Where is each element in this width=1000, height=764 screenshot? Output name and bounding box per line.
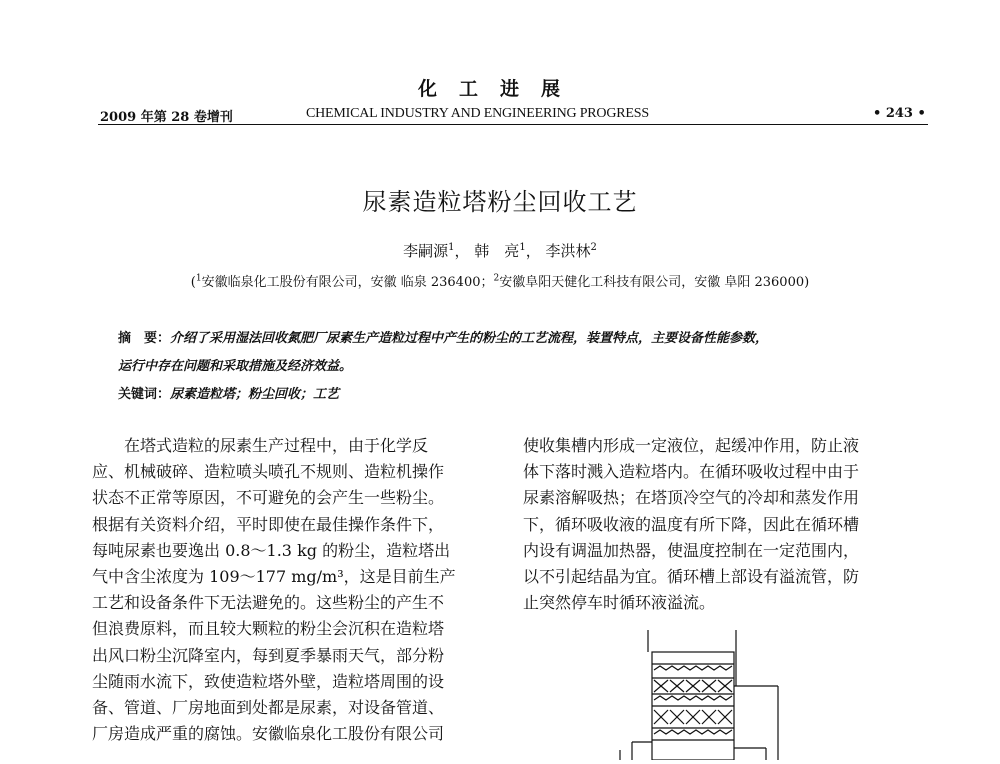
keywords-label: 关键词： (118, 387, 171, 402)
body-column-left (92, 433, 496, 747)
body-line: 每吨尿素也要逸出 0.8～1.3 kg 的粉尘，造粒塔出 (92, 540, 451, 560)
body-line: 出风口粉尘沉降室内，每到夏季暴雨天气，部分粉 (92, 645, 445, 665)
body-line: 使收集槽内形成一定液位，起缓冲作用，防止液 (523, 436, 860, 455)
body-line: 气中含尘浓度为 109～177 mg/m³，这是目前生产 (92, 567, 456, 587)
body-line: 厂房造成严重的腐蚀。安徽临泉化工股份有限公司 (92, 724, 445, 744)
paper-title: 尿素造粒塔粉尘回收工艺 (362, 188, 638, 216)
abstract-continued (118, 355, 352, 374)
author-name: 李嗣源 (403, 242, 449, 260)
journal-title-en: CHEMICAL INDUSTRY AND ENGINEERING PROGRESS (306, 106, 649, 121)
page-number: • 243 • (873, 106, 926, 121)
author-name: 李洪林 (545, 242, 591, 260)
tower-schematic-figure (598, 630, 798, 764)
body-column-right (523, 433, 927, 616)
body-line: 下，循环吸收液的温度有所下降，因此在循环槽 (523, 514, 860, 534)
body-line: 在塔式造粒的尿素生产过程中，由于化学反 (92, 436, 429, 455)
body-line: 体下落时溅入造粒塔内。在循环吸收过程中由于 (523, 462, 860, 482)
affil-text: 安徽阜阳天健化工科技有限公司，安徽 阜阳 236000) (499, 275, 810, 290)
author-affil-mark: 1 (448, 242, 455, 253)
affil-mark: 1 (195, 273, 202, 284)
body-line: 止突然停车时循环液溢流。 (523, 593, 716, 613)
body-line: 内设有调温加热器，使温度控制在一定范围内， (523, 540, 860, 560)
affiliations: ($^1$安徽临泉化工股份有限公司，安徽 临泉 236400；$^2$安徽阜阳天健化工科技有限公司，安徽 阜阳 236000) (190, 273, 810, 290)
tower-schematic-drawing (598, 630, 798, 760)
header-rule (98, 124, 928, 125)
keywords (118, 383, 339, 402)
keywords-text: 尿素造粒塔；粉尘回收；工艺 (170, 387, 340, 402)
author-affil-mark: 2 (590, 242, 597, 253)
abstract (118, 327, 768, 346)
body-line: 根据有关资料介绍，平时即使在最佳操作条件下， (92, 514, 445, 534)
body-line: 工艺和设备条件下无法避免的。这些粉尘的产生不 (92, 593, 445, 613)
abstract-text: 运行中存在问题和采取措施及经济效益。 (118, 359, 353, 374)
body-line: 以不引起结晶为宜。循环槽上部设有溢流管，防 (523, 567, 860, 587)
author-list: 李嗣源$^1$， 韩 亮$^1$， 李洪林$^2$ (403, 242, 597, 260)
affil-mark: 2 (493, 273, 500, 284)
body-line: 但浪费原料，而且较大颗粒的粉尘会沉积在造粒塔 (92, 619, 445, 639)
abstract-text: 介绍了采用湿法回收氮肥厂尿素生产造粒过程中产生的粉尘的工艺流程，装置特点，主要设备性能参数， (170, 331, 769, 346)
body-line: 尿素溶解吸热；在塔顶冷空气的冷却和蒸发作用 (523, 488, 860, 508)
author-affil-mark: 1 (519, 242, 526, 253)
body-line: 应、机械破碎、造粒喷头喷孔不规则、造粒机操作 (92, 462, 445, 482)
abstract-label: 摘 要： (118, 331, 171, 346)
affil-text: 安徽临泉化工股份有限公司，安徽 临泉 236400； (201, 275, 494, 290)
body-line: 尘随雨水流下，致使造粒塔外壁，造粒塔周围的设 (92, 671, 445, 691)
issue-info: 2009 年第 28 卷增刊 (100, 110, 233, 125)
body-line: 备、管道、厂房地面到处都是尿素，对设备管道、 (92, 698, 445, 718)
journal-title-cn: 化工进展 (417, 78, 582, 100)
author-name: 韩 亮 (474, 242, 520, 260)
body-line: 状态不正常等原因，不可避免的会产生一些粉尘。 (92, 488, 445, 508)
